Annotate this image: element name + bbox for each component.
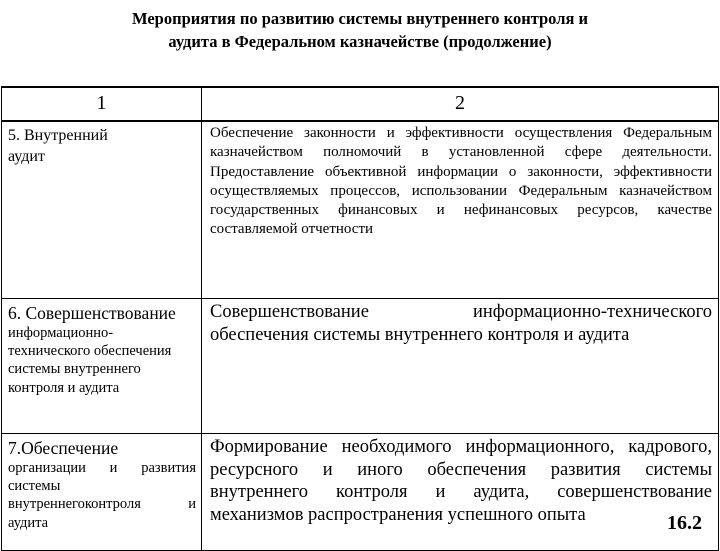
row-7-description-text: Формирование необходимого информационного, кадрового, ресурсного и иного обеспечения развития системы внутреннего контроля и аудита, совершенствование механизмов распространения успешного опыта (210, 437, 712, 525)
title-line-1: Мероприятия по развитию системы внутреннего контроля и (131, 9, 589, 28)
row-5-measure (2, 121, 202, 299)
table-row (2, 434, 719, 551)
row-5-measure-text: 5. Внутренний аудит (8, 127, 108, 165)
row-7-measure-lead: 7.Обеспечение (8, 438, 119, 458)
row-7-measure (2, 434, 202, 551)
page-number: 16.2 (667, 512, 702, 534)
table-header-row (2, 87, 719, 121)
row-6-description: Совершенствование информационно-технического обеспечения системы внутреннего контроля и аудита (202, 299, 719, 434)
row-7-measure-rest: организации и развития системы внутреннегоконтроля и аудита (8, 460, 196, 531)
row-6-measure-rest: информационно-технического обеспечения системы внутреннего контроля и аудита (8, 325, 172, 396)
row-5-description: Обеспечение законности и эффективности осуществления Федеральным казначейством полномочий в установленной сфере деятельности. Предоставление объективной информации о законности, эффективности осуществляемых процессов, использовании Федеральным казначейством государственных финансовых и нефинансовых ресурсов, качестве составляемой отчетности (202, 121, 719, 299)
row-7-description (202, 434, 719, 551)
title-line-2: аудита в Федеральном казначействе (продолжение) (168, 32, 552, 51)
measures-table (1, 86, 719, 551)
column-header-1: 1 (2, 87, 202, 121)
row-6-measure (2, 299, 202, 434)
slide-title (40, 7, 680, 53)
table-row (2, 299, 719, 434)
row-6-measure-lead: 6. Совершенствование (8, 303, 176, 323)
table-row (2, 121, 719, 299)
column-header-2: 2 (202, 87, 719, 121)
